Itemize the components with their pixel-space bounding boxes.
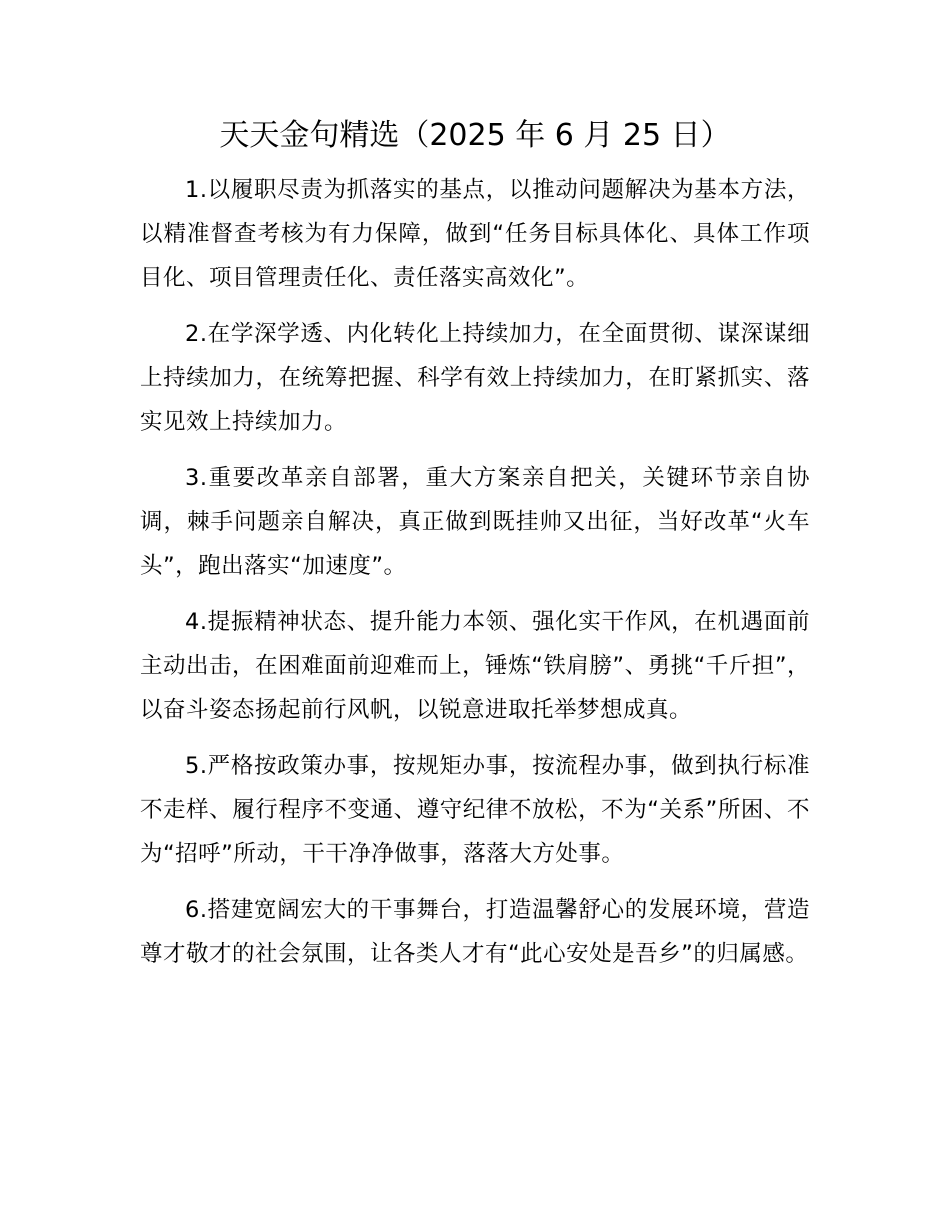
paragraph-4: 4.提振精神状态、提升能力本领、强化实干作风，在机遇面前主动出击，在困难面前迎难而上，锤炼“铁肩膀”、勇挑“千斤担”，以奋斗姿态扬起前行风帆，以锐意进取托举梦想成真。: [140, 609, 810, 723]
paragraph-1: 1.以履职尽责为抓落实的基点，以推动问题解决为基本方法，以精准督查考核为有力保障，做到“任务目标具体化、具体工作项目化、项目管理责任化、责任落实高效化”。: [140, 177, 810, 291]
document-body: [140, 168, 810, 988]
paragraph-5: 5.严格按政策办事，按规矩办事，按流程办事，做到执行标准不走样、履行程序不变通、遵守纪律不放松，不为“关系”所困、不为“招呼”所动，干干净净做事，落落大方处事。: [140, 753, 810, 867]
paragraph-2: 2.在学深学透、内化转化上持续加力，在全面贯彻、谋深谋细上持续加力，在统筹把握、科学有效上持续加力，在盯紧抓实、落实见效上持续加力。: [140, 321, 810, 435]
paragraph-6: 6.搭建宽阔宏大的干事舞台，打造温馨舒心的发展环境，营造尊才敬才的社会氛围，让各类人才有“此心安处是吾乡”的归属感。: [140, 897, 810, 967]
document-title: 天天金句精选（2025 年 6 月 25 日）: [219, 118, 731, 153]
paragraph-3: 3.重要改革亲自部署，重大方案亲自把关，关键环节亲自协调，棘手问题亲自解决，真正做到既挂帅又出征，当好改革“火车头”，跑出落实“加速度”。: [140, 465, 810, 579]
